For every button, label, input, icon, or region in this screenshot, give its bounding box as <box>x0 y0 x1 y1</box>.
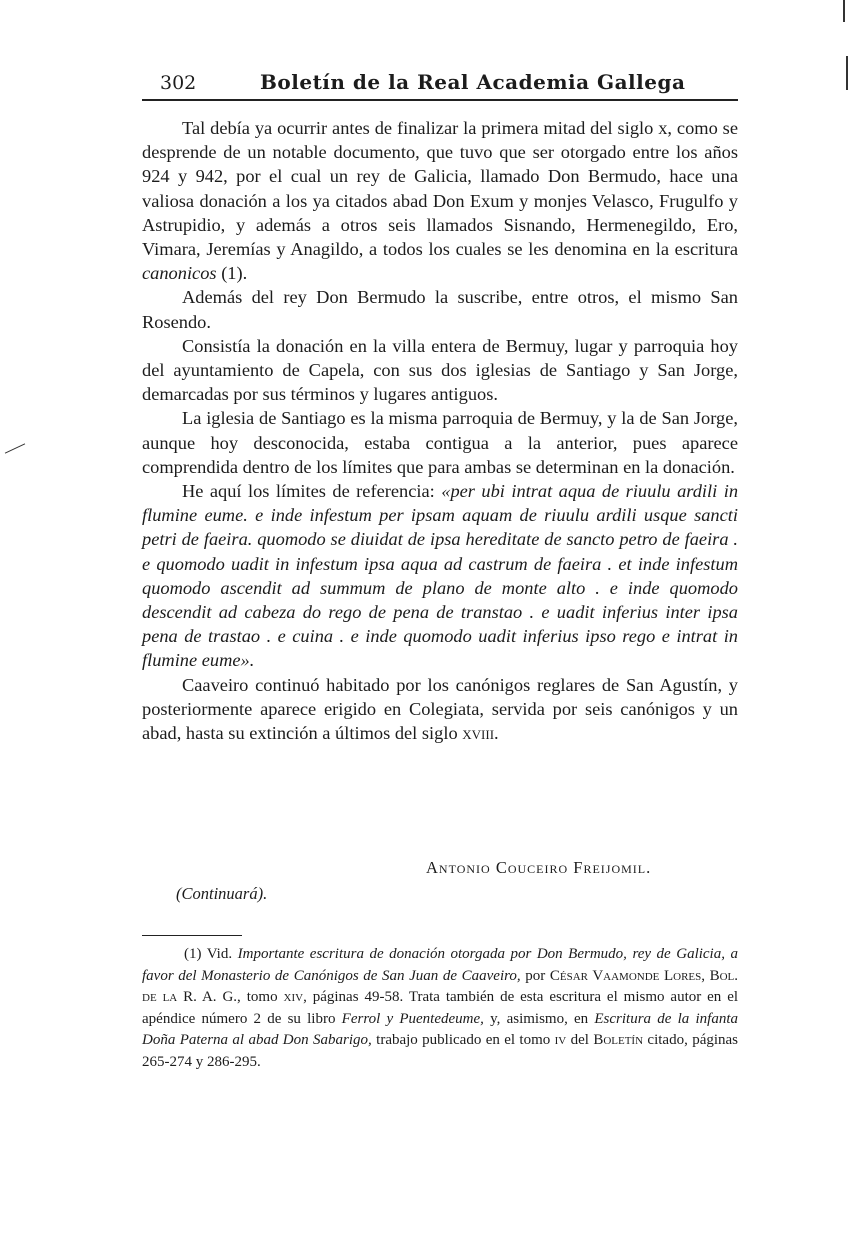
header-rule <box>142 99 738 101</box>
main-text <box>142 116 738 745</box>
footnote: (1) Vid. Importante escritura de donación otorgada por Don Bermudo, rey de Galicia, a favor del Monasterio de Canónigos de San Juan de Caaveiro, por César Vaamonde Lores, Bol. de la R. A. G., tomo xiv, páginas 49-58. Trata también de esta escritura el mismo autor en el apéndice número 2 de su libro Ferrol y Puentedeume, y, asimismo, en Escritura de la infanta Doña Paterna al abad Don Sabarigo, trabajo publicado en el tomo iv del Boletín citado, páginas 265-274 y 286-295. <box>142 946 739 1070</box>
page-number: 302 <box>160 72 197 94</box>
paragraph-2: Además del rey Don Bermudo la suscribe, entre otros, el mismo San Rosendo. <box>142 287 738 332</box>
continued-note: (Continuará). <box>176 884 268 903</box>
scan-mark-right <box>846 56 848 90</box>
paragraph-1: Tal debía ya ocurrir antes de finalizar la primera mitad del siglo x, como se desprende de un notable documento, que tuvo que ser otorgado entre los años 924 y 942, por el cual un rey de Galicia, llamado Don Bermudo, hace una valiosa donación a los ya citados abad Don Exum y monjes Velasco, Frugulfo y Astrupidio, y además a otros seis llamados Sisnando, Hermenegildo, Ero, Vimara, Jeremías y Anagildo, a todos los cuales se les denomina en la escritura canonicos (1). <box>142 118 738 284</box>
page-header <box>160 70 740 98</box>
scan-mark-top-right <box>843 0 845 22</box>
paragraph-3: Consistía la donación en la villa entera de Bermuy, lugar y parroquia hoy del ayuntamiento de Capela, con sus dos iglesias de Santiago y San Jorge, demarcadas por sus términos y lugares antiguos. <box>142 335 738 405</box>
author-signature: Antonio Couceiro Freijomil. <box>426 858 652 877</box>
paragraph-6: Caaveiro continuó habitado por los canónigos reglares de San Agustín, y posteriormente aparece erigido en Colegiata, servida por seis canónigos y un abad, hasta su extinción a últimos del siglo xviii. <box>142 674 738 744</box>
running-title: Boletín de la Real Academia Gallega <box>260 70 686 94</box>
scan-mark-left <box>5 443 25 453</box>
latin-quotation: «per ubi intrat aqua de riuulu ardili in flumine eume. e inde infestum per ipsam aquam de riuulu ardili usque sancti petri de faeira. quomodo se diuidat de ipsa hereditate de sancto petro de faeira . e quomodo uadit in infestum ipsa aqua ad castrum de faeira . et inde infestum quomodo ascendit ad summum de plano de monte alto . e inde quomodo descendit ad cabeza do rego de pena de transtao . e uadit inferius inter ipsa pena de trastao . e cuina . e inde quomodo uadit inferius ipso rego e intrat in flumine eume». <box>142 481 739 671</box>
paragraph-5: He aquí los límites de referencia: «per ubi intrat aqua de riuulu ardili in flumine eume. e inde infestum per ipsam aquam de riuulu ardili usque sancti petri de faeira. quomodo se diuidat de ipsa hereditate de sancto petro de faeira . e quomodo uadit in infestum ipsa aqua ad castrum de faeira . et inde infestum quomodo ascendit ad summum de plano de monte alto . e inde quomodo descendit ad cabeza do rego de pena de transtao . e uadit inferius inter ipsa pena de trastao . e cuina . e inde quomodo uadit inferius ipso rego e intrat in flumine eume». <box>142 481 739 671</box>
paragraph-4: La iglesia de Santiago es la misma parroquia de Bermuy, y la de San Jorge, aunque hoy desconocida, estaba contigua a la anterior, pues aparece comprendida dentro de los límites que para ambas se determinan en la donación. <box>142 408 738 477</box>
footnote-rule <box>142 935 242 936</box>
